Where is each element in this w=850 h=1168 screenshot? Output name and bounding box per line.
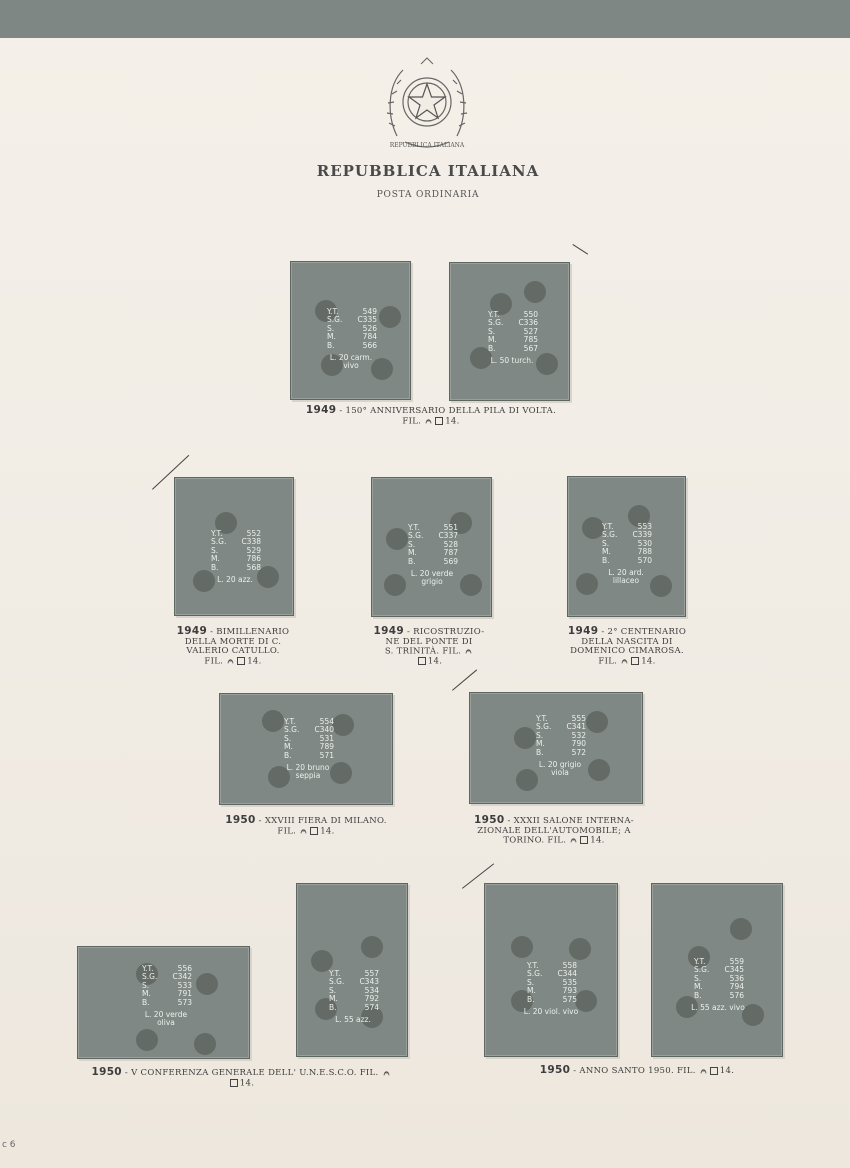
catalog-label: M. (408, 548, 417, 558)
catalog-number: 531 (319, 733, 334, 743)
stamp-mount (219, 693, 393, 805)
catalog-numbers (691, 957, 748, 1013)
catalog-label: S.G. (329, 977, 345, 987)
catalog-numbers (211, 530, 265, 584)
catalog-number: 794 (729, 982, 744, 992)
catalog-label: M. (327, 332, 336, 342)
catalog-label: S. (488, 326, 496, 336)
catalog-label: B. (211, 562, 219, 572)
catalog-label: S. (527, 977, 535, 987)
catalog-label: S. (408, 539, 416, 549)
catalog-number: 786 (246, 554, 261, 564)
catalog-label: B. (329, 1002, 337, 1012)
hinge-spot (361, 936, 383, 958)
catalog-number: 526 (362, 323, 377, 333)
catalog-number: 574 (364, 1002, 379, 1012)
catalog-number: 535 (562, 977, 577, 987)
catalog-number: 575 (562, 994, 577, 1004)
catalog-label: Y.T. (284, 717, 296, 726)
catalog-label: S.G. (527, 969, 543, 979)
hinge-spot (379, 306, 401, 328)
catalog-label: B. (284, 750, 292, 760)
watermark-icon (226, 657, 235, 665)
watermark-icon (620, 657, 629, 665)
stamp-mount (484, 883, 618, 1057)
catalog-label: S.G. (602, 530, 618, 540)
hinge-spot (386, 528, 408, 550)
catalog-number: C336 (518, 318, 538, 328)
catalog-numbers (488, 311, 542, 365)
stamp-mount (296, 883, 408, 1057)
catalog-label: B. (142, 997, 150, 1007)
catalog-label: S. (536, 730, 544, 740)
catalog-number: 573 (177, 997, 192, 1007)
catalog-number: 551 (443, 523, 458, 532)
page-subtitle: POSTA ORDINARIA (376, 190, 480, 200)
watermark-icon (382, 1069, 391, 1077)
hinge-spot (588, 759, 610, 781)
catalog-label: S.G. (536, 722, 552, 732)
hinge-spot (524, 281, 546, 303)
catalog-label: Y.T. (327, 307, 339, 316)
catalog-number: 566 (362, 340, 377, 350)
catalog-number: 534 (364, 985, 379, 995)
catalog-label: B. (694, 990, 702, 1000)
catalog-number: 789 (319, 742, 334, 752)
stamp-mount (449, 262, 570, 401)
catalog-number: 557 (364, 969, 379, 978)
hinge-spot (514, 727, 536, 749)
watermark-icon (464, 647, 473, 655)
stamp-value: L. 20 carm. vivo (329, 353, 373, 371)
catalog-label: S. (694, 973, 702, 983)
hinge-spot (582, 517, 604, 539)
stamp-mount (77, 946, 250, 1059)
catalog-number: 568 (246, 562, 261, 572)
catalog-number: 784 (362, 332, 377, 342)
catalog-number: 554 (319, 717, 334, 726)
catalog-label: Y.T. (488, 310, 500, 319)
catalog-label: M. (211, 554, 220, 564)
catalog-number: 559 (729, 957, 744, 966)
hinge-spot (136, 1029, 158, 1051)
catalog-number: 791 (177, 989, 192, 999)
stamp-value: L. 20 verde oliva (144, 1010, 188, 1028)
catalog-number: 528 (443, 539, 458, 549)
hinge-spot (730, 918, 752, 940)
catalog-number: 536 (729, 973, 744, 983)
catalog-numbers (602, 523, 656, 586)
caption-unesco: 1950 - V CONFERENZA GENERALE DELL' U.N.E.S.C.O. FIL. 14. (86, 1068, 396, 1089)
perforation-icon (230, 1079, 238, 1087)
catalog-number: 787 (443, 548, 458, 558)
stamp-value: L. 55 azz. (335, 1015, 371, 1025)
catalog-number: 567 (523, 343, 538, 353)
catalog-number: C339 (632, 530, 652, 540)
catalog-label: S.G. (488, 318, 504, 328)
catalog-number: 571 (319, 750, 334, 760)
catalog-number: 527 (523, 326, 538, 336)
catalog-number: C335 (357, 315, 377, 325)
catalog-label: S.G. (284, 725, 300, 735)
catalog-label: B. (408, 556, 416, 566)
catalog-number: 785 (523, 335, 538, 345)
catalog-number: 790 (571, 739, 586, 749)
watermark-icon (299, 827, 308, 835)
perforation-icon (435, 417, 443, 425)
stamp-mount (567, 476, 686, 617)
catalog-numbers (536, 715, 590, 778)
catalog-number: C341 (566, 722, 586, 732)
catalog-number: 576 (729, 990, 744, 1000)
catalog-numbers (142, 965, 196, 1028)
catalog-number: 572 (571, 747, 586, 757)
stamp-value: L. 20 viol. vivo (523, 1007, 579, 1017)
catalog-number: C343 (359, 977, 379, 987)
catalog-label: S. (284, 733, 292, 743)
catalog-label: S. (327, 323, 335, 333)
hinge-spot (576, 573, 598, 595)
catalog-numbers (408, 524, 462, 587)
perforation-icon (710, 1067, 718, 1075)
catalog-numbers (523, 961, 581, 1017)
catalog-label: Y.T. (408, 523, 420, 532)
catalog-number: 558 (562, 961, 577, 970)
stamp-mount (469, 692, 643, 804)
perforation-icon (580, 836, 588, 844)
emblem-text: REPUBBLICA ITALIANA (389, 142, 465, 149)
perforation-icon (631, 657, 639, 665)
catalog-number: 555 (571, 714, 586, 723)
catalog-label: B. (527, 994, 535, 1004)
caption-anno-santo: 1950 - ANNO SANTO 1950. FIL. 14. (539, 1064, 735, 1076)
catalog-numbers (284, 718, 338, 781)
page-title: REPUBBLICA ITALIANA (316, 162, 540, 180)
stamp-mount (174, 477, 294, 616)
stamp-mount (290, 261, 411, 400)
catalog-label: Y.T. (329, 969, 341, 978)
perforation-icon (418, 657, 426, 665)
hinge-spot (196, 973, 218, 995)
catalog-label: Y.T. (694, 957, 706, 966)
catalog-label: S.G. (327, 315, 343, 325)
catalog-number: 570 (637, 555, 652, 565)
catalog-number: 788 (637, 547, 652, 557)
caption-volta: 1949 - 150° ANNIVERSARIO DELLA PILA DI VOLTA. FIL. 14. (305, 404, 557, 426)
catalog-label: S. (602, 538, 610, 548)
stamp-value: L. 20 grigio viola (538, 760, 582, 778)
caption-cimarosa: 1949 - 2° CENTENARIO DELLA NASCITA DI DOMENICO CIMAROSA. FIL. 14. (567, 625, 687, 666)
catalog-label: Y.T. (602, 522, 614, 531)
catalog-label: M. (488, 335, 497, 345)
catalog-number: 553 (637, 522, 652, 531)
catalog-number: 550 (523, 310, 538, 319)
perforation-icon (237, 657, 245, 665)
hinge-spot (460, 574, 482, 596)
caption-torino: 1950 - XXXII SALONE INTERNA- ZIONALE DELL'AUTOMOBILE; A TORINO. FIL. 14. (474, 814, 634, 846)
stamp-mount (371, 477, 492, 617)
hinge-spot (262, 710, 284, 732)
stamp-value: L. 20 bruno seppia (286, 763, 330, 781)
catalog-number: 549 (362, 307, 377, 316)
catalog-label: M. (602, 547, 611, 557)
stamp-value: L. 50 turch. (490, 356, 534, 366)
catalog-label: S. (142, 980, 150, 990)
catalog-number: 529 (246, 545, 261, 555)
watermark-icon (424, 417, 433, 425)
catalog-number: 533 (177, 980, 192, 990)
top-border (0, 0, 850, 38)
catalog-label: Y.T. (536, 714, 548, 723)
catalog-number: C345 (724, 965, 744, 975)
hinge-spot (194, 1033, 216, 1055)
catalog-label: B. (602, 555, 610, 565)
catalog-label: B. (327, 340, 335, 350)
catalog-number: 556 (177, 964, 192, 973)
catalog-label: Y.T. (211, 529, 223, 538)
catalog-number: 793 (562, 986, 577, 996)
catalog-label: S.G. (694, 965, 710, 975)
catalog-label: Y.T. (142, 964, 154, 973)
catalog-number: 569 (443, 556, 458, 566)
catalog-label: B. (536, 747, 544, 757)
catalog-label: M. (694, 982, 703, 992)
catalog-number: 530 (637, 538, 652, 548)
catalog-label: M. (536, 739, 545, 749)
catalog-number: C338 (241, 537, 261, 547)
catalog-numbers (329, 970, 383, 1024)
catalog-number: 792 (364, 994, 379, 1004)
catalog-label: M. (329, 994, 338, 1004)
catalog-number: C342 (172, 972, 192, 982)
perforation-icon (310, 827, 318, 835)
stamp-mount (651, 883, 783, 1057)
catalog-numbers (327, 308, 381, 371)
catalog-label: M. (142, 989, 151, 999)
catalog-label: S. (329, 985, 337, 995)
caption-trinita: 1949 - RICOSTRUZIO- NE DEL PONTE DI S. TRINITÀ. FIL. 14. (373, 625, 485, 667)
hinge-spot (569, 938, 591, 960)
catalog-label: S.G. (142, 972, 158, 982)
catalog-label: S. (211, 545, 219, 555)
watermark-icon (569, 836, 578, 844)
catalog-number: C337 (438, 531, 458, 541)
catalog-number: C340 (314, 725, 334, 735)
stamp-value: L. 20 ard. lillaceo (608, 568, 644, 586)
catalog-label: Y.T. (527, 961, 539, 970)
catalog-label: S.G. (211, 537, 227, 547)
catalog-label: S.G. (408, 531, 424, 541)
watermark-icon (699, 1067, 708, 1075)
caption-catullo: 1949 - BIMILLENARIO DELLA MORTE DI C. VALERIO CATULLO. FIL. 14. (176, 625, 290, 666)
hinge-spot (511, 936, 533, 958)
catalog-label: M. (527, 986, 536, 996)
caption-milano: 1950 - XXVIII FIERA DI MILANO. FIL. 14. (225, 814, 387, 836)
stamp-value: L. 20 azz. (217, 575, 253, 585)
catalog-number: 532 (571, 730, 586, 740)
page-number: c 6 (2, 1140, 16, 1150)
stamp-value: L. 55 azz. vivo (691, 1003, 745, 1013)
stamp-value: L. 20 verde grigio (410, 569, 454, 587)
emblem-icon (385, 56, 469, 156)
catalog-label: B. (488, 343, 496, 353)
catalog-number: 552 (246, 529, 261, 538)
catalog-number: C344 (557, 969, 577, 979)
catalog-label: M. (284, 742, 293, 752)
